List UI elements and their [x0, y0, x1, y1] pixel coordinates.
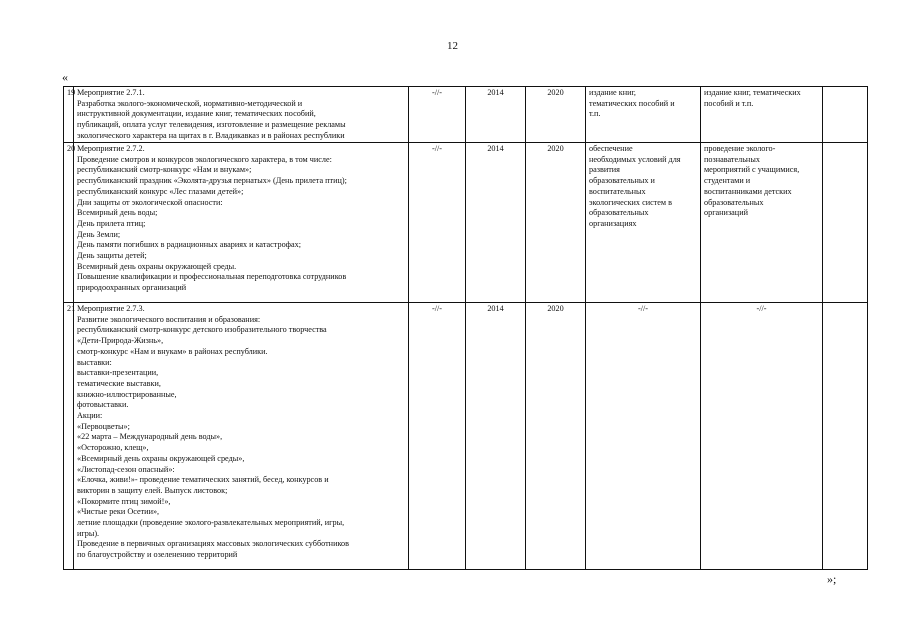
empty-cell [823, 303, 868, 570]
measure-description-line: инструктивной документации, издание книг, тематических пособий, [77, 109, 316, 119]
measure-description-line: Проведение смотров и конкурсов экологического характера, в том числе: [77, 154, 332, 164]
empty-cell [823, 87, 868, 143]
measure-description-cell [74, 143, 409, 303]
measure-description-line: День защиты детей; [77, 251, 147, 261]
measure-description-line: республиканский конкурс «Лес глазами детей»; [77, 186, 244, 196]
measure-description-line: викторин в защиту елей. Выпуск листовок; [77, 485, 228, 495]
measure-description-line: «Листопад-сезон опасный»: [77, 464, 175, 474]
expected-result-line: образовательных [589, 208, 649, 218]
expected-result-cell [586, 87, 701, 143]
measure-description-line: Всемирный день воды; [77, 208, 158, 218]
measure-description-line: «Первоцветы»; [77, 421, 130, 431]
start-year: 2014 [487, 88, 504, 97]
indicator-line: мероприятий с учащимися, [704, 165, 800, 175]
end-year: 2020 [547, 88, 564, 97]
row-number-cell [64, 87, 74, 143]
measure-description-line: публикаций, оплата услуг телевидения, изготовление и размещение рекламы [77, 120, 346, 130]
measure-description-line: День памяти погибших в радиационных авариях и катастрофах; [77, 240, 301, 250]
measure-description-line: «Осторожно, клещ», [77, 443, 149, 453]
start-year-cell [466, 143, 526, 303]
measure-description-line: Повышение квалификации и профессиональная переподготовка сотрудников [77, 272, 347, 282]
expected-result-line: тематических пособий и [589, 98, 675, 108]
table-row [64, 303, 868, 570]
end-year: 2020 [547, 304, 564, 313]
measure-description-cell [74, 303, 409, 570]
expected-result-line: развития [589, 165, 620, 175]
indicator-line: проведение эколого- [704, 144, 776, 153]
start-year-cell [466, 303, 526, 570]
measure-description-line: «22 марта – Международный день воды», [77, 432, 223, 442]
closing-quote: »; [827, 572, 837, 586]
executor-cell [409, 87, 466, 143]
row-number: 19 [67, 88, 76, 97]
indicator-line: издание книг, тематических [704, 88, 801, 97]
opening-quote: « [62, 70, 68, 84]
measure-description-line: Разработка эколого-экономической, нормативно-методической и [77, 98, 303, 108]
measure-description-line: Акции: [77, 411, 103, 421]
expected-result-cell [586, 143, 701, 303]
measure-description-line: Всемирный день охраны окружающей среды. [77, 261, 237, 271]
indicator-cell [701, 87, 823, 143]
indicator-cell [701, 143, 823, 303]
indicator-line: -//- [756, 304, 767, 313]
measure-description-line: «Покормите птиц зимой!», [77, 496, 171, 506]
measure-description-line: республиканский праздник «Эколята-друзья пернатых» (День прилета птиц); [77, 176, 347, 186]
indicator-line: организаций [704, 208, 748, 218]
end-year-cell [526, 303, 586, 570]
measure-description-line: республиканский смотр-конкурс детского изобразительного творчества [77, 325, 327, 335]
measure-description-line: Проведение в первичных организациях массовых экологических субботников [77, 539, 349, 549]
measure-description-line: летние площадки (проведение эколого-развлекательных мероприятий, игры, [77, 518, 345, 528]
expected-result-line: экологических систем в [589, 197, 673, 207]
measure-description-line: природоохранных организаций [77, 283, 187, 293]
measure-description-cell [74, 87, 409, 143]
row-number-cell [64, 303, 74, 570]
measure-description-line: «Елочка, живи!»- проведение тематических занятий, бесед, конкурсов и [77, 475, 329, 485]
executor-cell [409, 143, 466, 303]
indicator-cell [701, 303, 823, 570]
expected-result-line: образовательных и [589, 176, 655, 186]
page-number: 12 [447, 40, 458, 52]
expected-result-cell [586, 303, 701, 570]
row-number: 20 [67, 144, 76, 153]
indicator-line: воспитанниками детских [704, 186, 792, 196]
measure-description-line: День прилета птиц; [77, 218, 146, 228]
measure-description-line: смотр-конкурс «Нам и внукам» в районах республики. [77, 346, 268, 356]
indicator-line: пособий и т.п. [704, 98, 754, 108]
executor-value: -//- [431, 88, 442, 97]
indicator-line: студентами и [704, 176, 751, 186]
measure-description-line: выставки-презентации, [77, 368, 159, 378]
expected-result-line: -//- [637, 304, 648, 313]
measure-description-line: Мероприятие 2.7.3. [77, 304, 145, 313]
measure-description-line: республиканский смотр-конкурс «Нам и внукам»; [77, 165, 252, 175]
executor-cell [409, 303, 466, 570]
start-year: 2014 [487, 144, 504, 153]
end-year-cell [526, 87, 586, 143]
start-year-cell [466, 87, 526, 143]
measure-description-line: книжно-иллюстрированные, [77, 389, 177, 399]
end-year: 2020 [547, 144, 564, 153]
expected-result-line: обеспечение [589, 144, 633, 153]
measure-description-line: по благоустройству и озеленению территорий [77, 550, 238, 560]
table-body [64, 87, 868, 570]
measure-description-line: День Земли; [77, 229, 121, 239]
measures-table [63, 86, 868, 570]
expected-result-line: воспитательных [589, 186, 646, 196]
table-row [64, 143, 868, 303]
measure-description-line: «Всемирный день охраны окружающей среды», [77, 453, 245, 463]
table-row [64, 87, 868, 143]
expected-result-line: т.п. [589, 109, 601, 119]
measure-description-line: Развитие экологического воспитания и образования: [77, 314, 261, 324]
expected-result-line: необходимых условий для [589, 154, 681, 164]
measure-description-line: тематические выставки, [77, 378, 161, 388]
measure-description-line: «Чистые реки Осетии», [77, 507, 160, 517]
indicator-line: образовательных [704, 197, 764, 207]
indicator-line: познавательных [704, 154, 760, 164]
measure-description-line: экологического характера на щитах в г. Владикавказ и в районах республики [77, 130, 345, 140]
measure-description-line: игры). [77, 528, 100, 538]
row-number: 21 [67, 304, 76, 313]
row-number-cell [64, 143, 74, 303]
empty-cell [823, 143, 868, 303]
measure-description-line: Дни защиты от экологической опасности: [77, 197, 223, 207]
executor-value: -//- [431, 304, 442, 313]
start-year: 2014 [487, 304, 504, 313]
expected-result-line: издание книг, [589, 88, 636, 97]
expected-result-line: организациях [589, 218, 637, 228]
measure-description-line: «Дети-Природа-Жизнь», [77, 336, 164, 346]
measure-description-line: фотовыставки. [77, 400, 129, 410]
measure-description-line: Мероприятие 2.7.1. [77, 88, 145, 97]
measure-description-line: Мероприятие 2.7.2. [77, 144, 145, 153]
executor-value: -//- [431, 144, 442, 153]
measure-description-line: выставки: [77, 357, 112, 367]
end-year-cell [526, 143, 586, 303]
